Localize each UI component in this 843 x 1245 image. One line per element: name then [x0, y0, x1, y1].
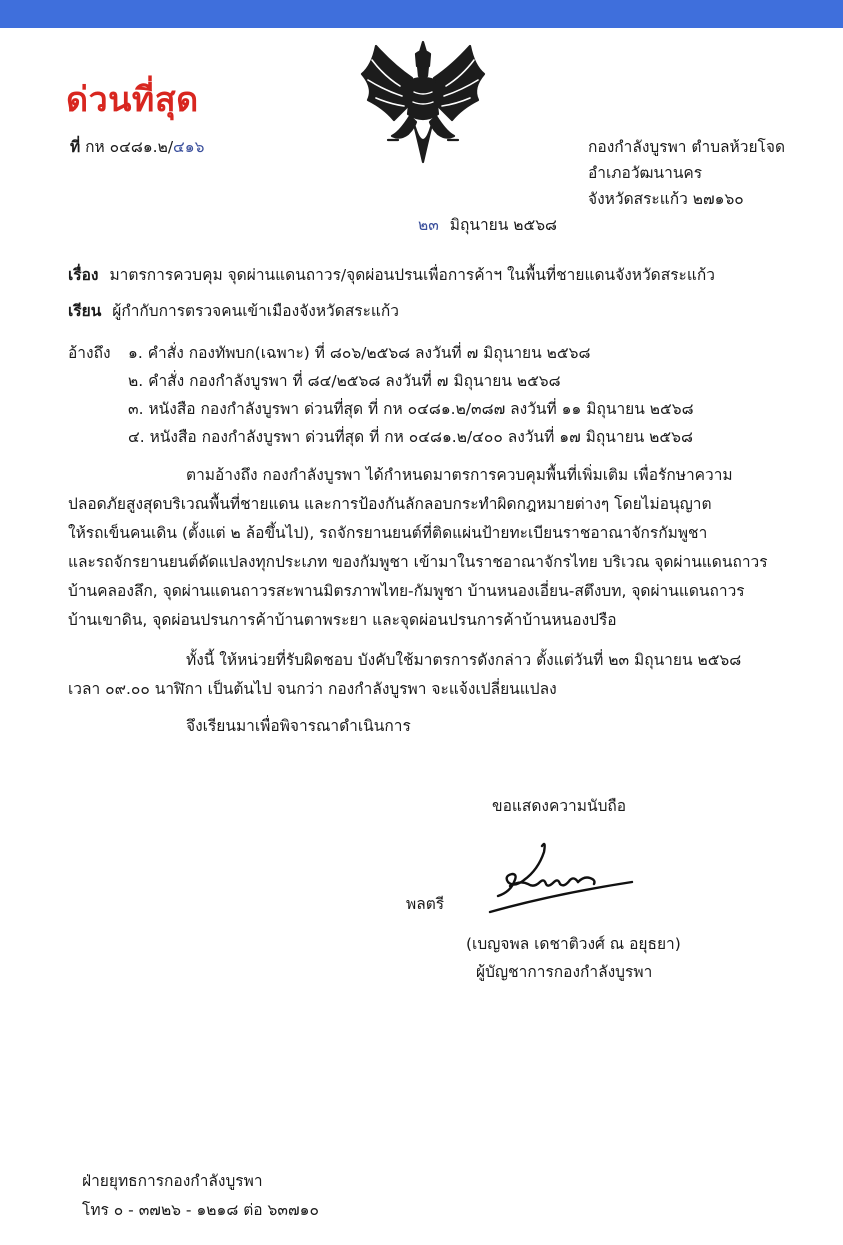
body-paragraph-2-line-2: เวลา ๐๙.๐๐ นาฬิกา เป็นต้นไป จนกว่า กองกำลังบูรพา จะแจ้งเปลี่ยนแปลง	[68, 680, 557, 698]
reference-item-4: ๔. หนังสือ กองกำลังบูรพา ด่วนที่สุด ที่ กห ๐๔๘๑.๒/๔๐๐ ลงวันที่ ๑๗ มิถุนายน ๒๕๖๘	[128, 428, 693, 446]
body-paragraph-1-line-6: บ้านเขาดิน, จุดผ่อนปรนการค้าบ้านตาพระยา และจุดผ่อนปรนการค้าบ้านหนองปรือ	[68, 611, 617, 629]
body-paragraph-1-line-4: และรถจักรยานยนต์ดัดแปลงทุกประเภท ของกัมพูชา เข้ามาในราชอาณาจักรไทย บริเวณ จุดผ่านแดนถาวร	[68, 553, 768, 571]
date-day: ๒๓	[418, 216, 439, 234]
addressee-label: เรียน	[68, 302, 102, 320]
document-date	[418, 215, 557, 235]
garuda-emblem-icon	[354, 36, 492, 168]
sender-address-line-3: จังหวัดสระแก้ว ๒๗๑๖๐	[588, 190, 744, 208]
body-paragraph-1-line-2: ปลอดภัยสูงสุดบริเวณพื้นที่ชายแดน และการป้องกันลักลอบกระทำผิดกฎหมายต่างๆ โดยไม่อนุญาต	[68, 495, 712, 513]
addressee-line	[68, 301, 399, 321]
handwritten-signature-icon	[484, 836, 636, 918]
sender-address-line-2: อำเภอวัฒนานคร	[588, 164, 703, 182]
document-number-prefix: ที่	[70, 138, 81, 156]
subject-line	[68, 265, 715, 285]
sender-address-line-1: กองกำลังบูรพา ตำบลห้วยโจด	[588, 138, 786, 156]
addressee-text: ผู้กำกับการตรวจคนเข้าเมืองจังหวัดสระแก้ว	[112, 302, 400, 320]
body-paragraph-2-line-1: ทั้งนี้ ให้หน่วยที่รับผิดชอบ บังคับใช้มาตรการดังกล่าว ตั้งแต่วันที่ ๒๓ มิถุนายน ๒๕๖๘	[186, 651, 742, 669]
footer-phone: โทร ๐ - ๓๗๒๖ - ๑๒๑๘ ต่อ ๖๓๗๑๐	[82, 1201, 319, 1219]
body-paragraph-1-line-1: ตามอ้างถึง กองกำลังบูรพา ได้กำหนดมาตรการควบคุมพื้นที่เพิ่มเติม เพื่อรักษาความ	[186, 466, 733, 484]
signer-position: ผู้บัญชาการกองกำลังบูรพา	[476, 963, 653, 981]
document-number	[70, 137, 204, 157]
closing-regards: ขอแสดงความนับถือ	[492, 797, 627, 815]
date-month-year: มิถุนายน ๒๕๖๘	[449, 216, 558, 234]
reference-item-2: ๒. คำสั่ง กองกำลังบูรพา ที่ ๘๔/๒๕๖๘ ลงวันที่ ๗ มิถุนายน ๒๕๖๘	[128, 372, 561, 390]
top-bar	[0, 0, 843, 28]
footer-department: ฝ่ายยุทธการกองกำลังบูรพา	[82, 1172, 263, 1190]
body-paragraph-3: จึงเรียนมาเพื่อพิจารณาดำเนินการ	[186, 717, 411, 735]
document-number-text: กห ๐๔๘๑.๒/	[85, 138, 174, 156]
subject-label: เรื่อง	[68, 266, 99, 284]
subject-text: มาตรการควบคุม จุดผ่านแดนถาวร/จุดผ่อนปรนเพื่อการค้าฯ ในพื้นที่ชายแดนจังหวัดสระแก้ว	[109, 266, 715, 284]
references-label: อ้างถึง	[68, 344, 111, 362]
reference-item-3: ๓. หนังสือ กองกำลังบูรพา ด่วนที่สุด ที่ กห ๐๔๘๑.๒/๓๘๗ ลงวันที่ ๑๑ มิถุนายน ๒๕๖๘	[128, 400, 694, 418]
body-paragraph-1-line-5: บ้านคลองลึก, จุดผ่านแดนถาวรสะพานมิตรภาพไทย-กัมพูชา บ้านหนองเอี่ยน-สตึงบท, จุดผ่านแดนถาวร	[68, 582, 745, 600]
signer-rank: พลตรี	[406, 895, 445, 913]
document-number-value: ๔๑๖	[173, 138, 205, 156]
urgent-stamp: ด่วนที่สุด	[66, 80, 199, 120]
reference-item-1: ๑. คำสั่ง กองทัพบก(เฉพาะ) ที่ ๘๐๖/๒๕๖๘ ลงวันที่ ๗ มิถุนายน ๒๕๖๘	[128, 344, 591, 362]
body-paragraph-1-line-3: ให้รถเข็นคนเดิน (ตั้งแต่ ๒ ล้อขึ้นไป), รถจักรยานยนต์ที่ติดแผ่นป้ายทะเบียนราชอาณาจักรกัมพูชา	[68, 524, 708, 542]
document-page	[0, 28, 843, 1245]
signer-name: (เบญจพล เดชาติวงศ์ ณ อยุธยา)	[466, 935, 681, 953]
